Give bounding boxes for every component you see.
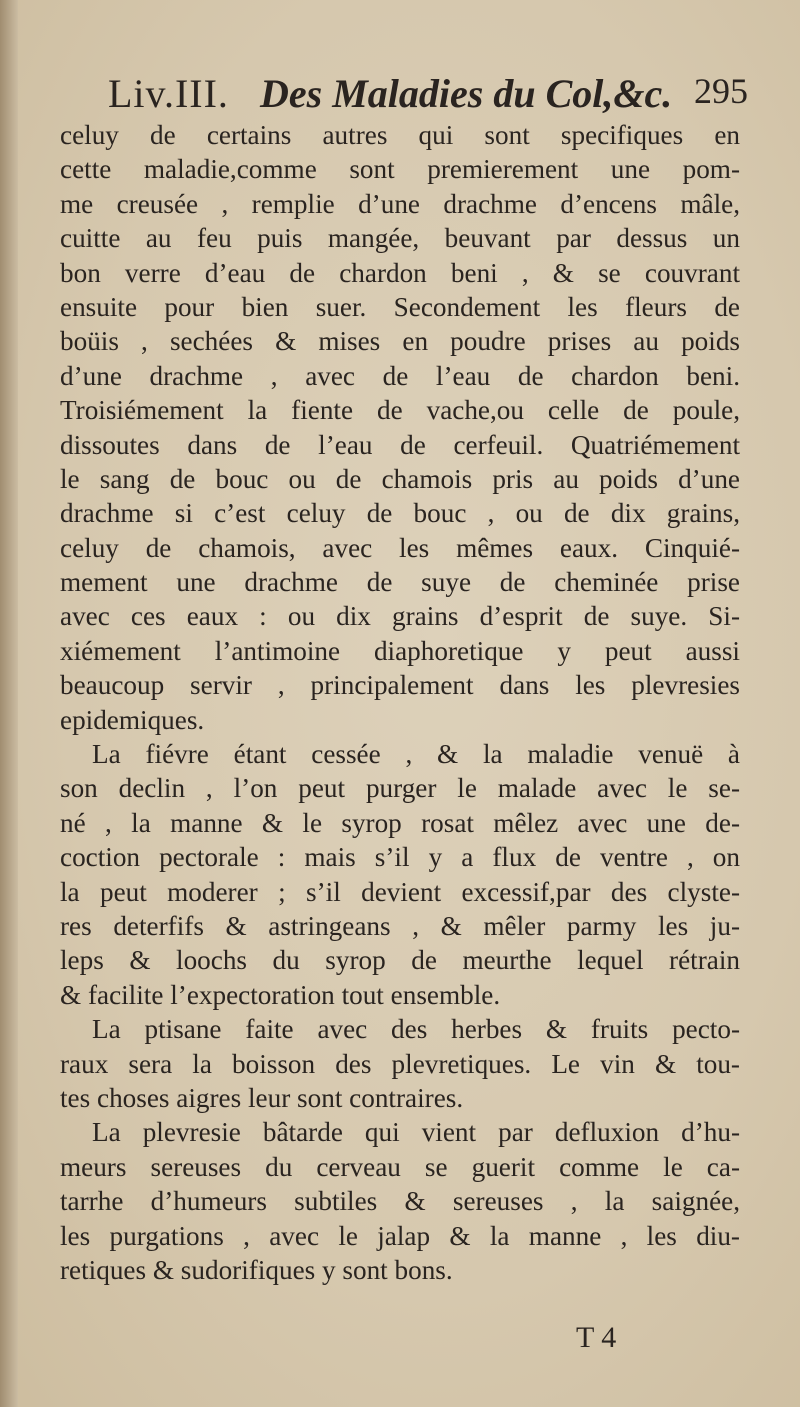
text-line: Troisiémement la fiente de vache,ou celle de poule, [60,395,740,426]
text-line: celuy de certains autres qui sont specifiques en [60,120,740,150]
running-head-title: Des Maladies du Col,&c. [260,71,673,116]
text-line: meurs sereuses du cerveau se guerit comme le ca- [60,1151,740,1182]
text-line: dissoutes dans de l’eau de cerfeuil. Quatriémement [60,429,740,460]
text-line: cuitte au feu puis mangée, beuvant par dessus un [60,223,740,254]
text-line: les purgations , avec le jalap & la manne , les diu- [60,1220,740,1251]
text-line: La plevresie bâtarde qui vient par defluxion d’hu- [92,1117,740,1148]
text-line: res deterfifs & astringeans , & mêler parmy les ju- [60,910,740,941]
text-line: bon verre d’eau de chardon beni , & se couvrant [60,257,740,288]
text-line: la peut moderer ; s’il devient excessif,par des clyste- [60,876,740,907]
text-line: leps & loochs du syrop de meurthe lequel rétrain [60,945,740,976]
text-line: tes choses aigres leur sont contraires. [60,1082,464,1113]
text-line: xiémement l’antimoine diaphoretique y peut aussi [60,635,740,666]
text-line: me creusée , remplie d’une drachme d’encens mâle, [60,188,740,219]
text-line: boüis , sechées & mises en poudre prises au poids [60,326,740,357]
text-line: né , la manne & le syrop rosat mêlez avec une de- [60,807,740,838]
text-line: cette maladie,comme sont premierement une pom- [60,154,740,185]
text-line: retiques & sudorifiques y sont bons. [60,1254,453,1285]
text-line: le sang de bouc ou de chamois pris au poids d’une [60,463,740,494]
text-line: tarrhe d’humeurs subtiles & sereuses , la saignée, [60,1186,740,1217]
text-line: celuy de chamois, avec les mêmes eaux. Cinquié- [60,532,740,563]
page-number: 295 [694,71,748,111]
running-head-book: Liv.III. [108,71,229,116]
text-line: son declin , l’on peut purger le malade avec le se- [60,773,740,804]
text-line: epidemiques. [60,704,205,735]
text-line: mement une drachme de suye de cheminée prise [60,567,740,598]
signature-mark: T 4 [576,1321,617,1354]
body-text [60,118,740,1287]
text-line: beaucoup servir , principalement dans les plevresies [60,670,740,701]
page-gutter-shadow [0,0,18,1407]
text-line: La fiévre étant cessée , & la maladie venuë à [92,739,740,770]
text-line: drachme si c’est celuy de bouc , ou de dix grains, [60,498,740,529]
text-line: avec ces eaux : ou dix grains d’esprit de suye. Si- [60,601,740,632]
running-head [108,70,748,122]
text-line: La ptisane faite avec des herbes & fruits pecto- [92,1014,740,1045]
text-line: raux sera la boisson des plevretiques. Le vin & tou- [60,1048,740,1079]
text-line: & facilite l’expectoration tout ensemble. [60,979,501,1010]
text-line: ensuite pour bien suer. Secondement les fleurs de [60,291,740,322]
text-line: coction pectorale : mais s’il y a flux de ventre , on [60,842,740,873]
text-line: d’une drachme , avec de l’eau de chardon beni. [60,360,740,391]
